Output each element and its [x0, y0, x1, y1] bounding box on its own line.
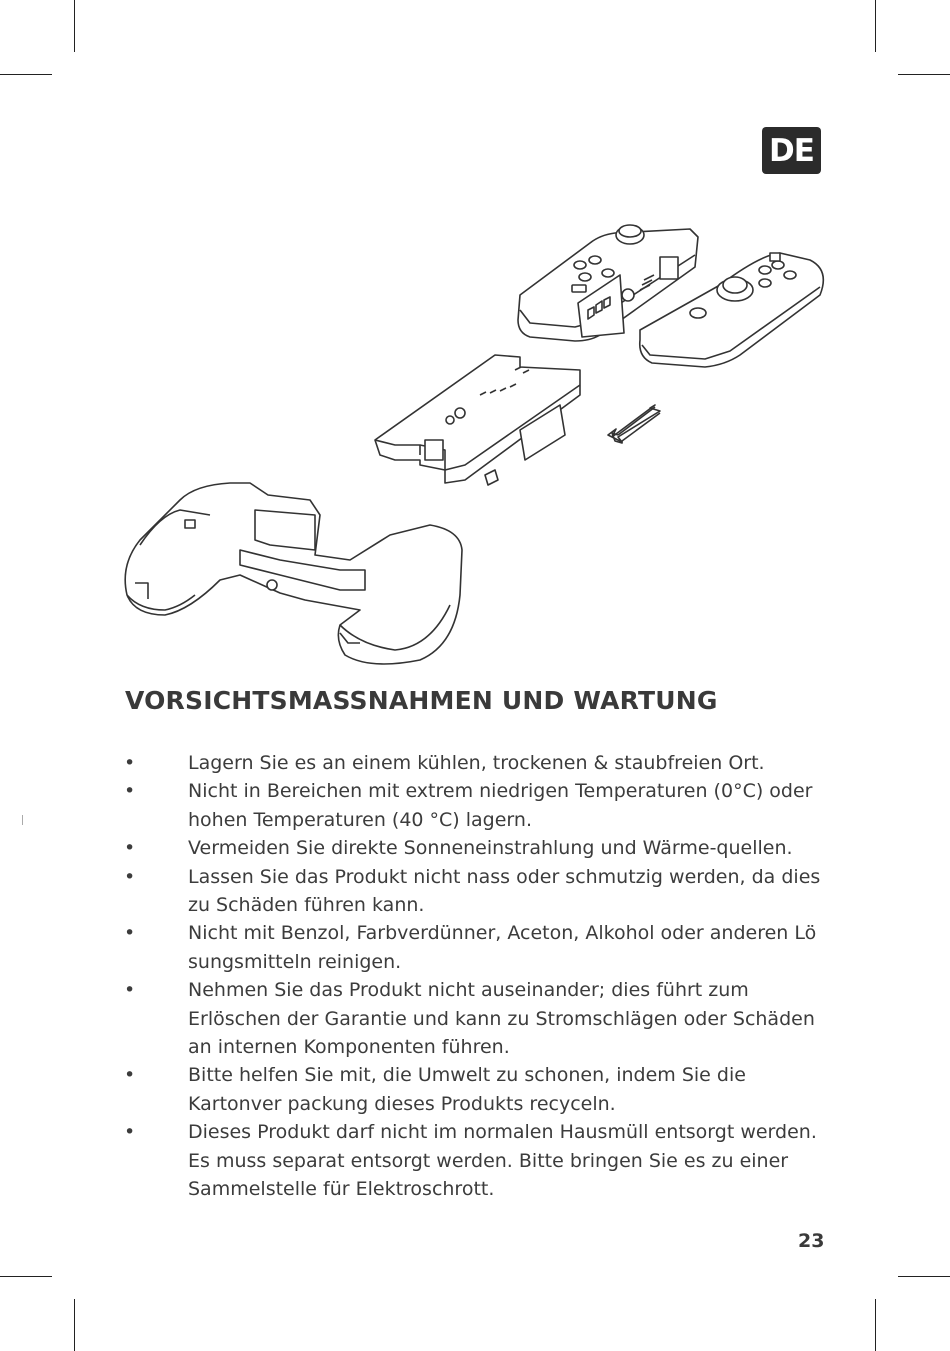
bullet-icon: • [124, 922, 136, 945]
page-number: 23 [798, 1230, 825, 1252]
language-badge: DE [762, 127, 821, 174]
list-item-text: Bitte helfen Sie mit, die Umwelt zu schonen, indem Sie die Kartonver packung dieses Produkts recyceln. [188, 1064, 746, 1115]
crop-mark-bottom-right-horizontal [898, 1276, 950, 1277]
list-item-text: Nicht in Bereichen mit extrem niedrigen Temperaturen (0°C) oder hohen Temperaturen (40 °C) lagern. [188, 780, 813, 831]
list-item-text: Nicht mit Benzol, Farbverdünner, Aceton, Alkohol oder anderen Lö sungsmitteln reinigen. [188, 922, 817, 973]
crop-mark-top-right-horizontal [898, 74, 950, 75]
list-item [124, 777, 844, 834]
list-item [124, 1118, 844, 1203]
list-item [124, 976, 844, 1061]
crop-mark-top-right-vertical [875, 0, 876, 52]
crop-mark-bottom-left-vertical [74, 1299, 75, 1351]
section-heading: VORSICHTSMASSNAHMEN UND WARTUNG [125, 686, 718, 715]
list-item-text: Vermeiden Sie direkte Sonneneinstrahlung und Wärme-quellen. [188, 837, 793, 860]
bullet-icon: • [124, 1064, 136, 1087]
margin-mark [22, 815, 23, 825]
crop-mark-bottom-right-vertical [875, 1299, 876, 1351]
list-item [124, 834, 844, 862]
crop-mark-bottom-left-horizontal [0, 1276, 52, 1277]
list-item [124, 749, 844, 777]
list-item [124, 1061, 844, 1118]
list-item-text: Dieses Produkt darf nicht im normalen Hausmüll entsorgt werden. Es muss separat entsorgt werden. Bitte bringen Sie es zu einer Sammelstelle für Elektroschrott. [188, 1121, 817, 1201]
list-item-text: Nehmen Sie das Produkt nicht auseinander; dies führt zum Erlöschen der Garantie und kann zu Stromschlägen oder Schäden an internen Komponenten führen. [188, 979, 815, 1059]
bullet-icon: • [124, 752, 136, 774]
bullet-icon: • [124, 1121, 136, 1144]
bridge-module-drawing [375, 355, 580, 485]
list-item [124, 863, 844, 920]
grip-base-drawing [125, 483, 462, 664]
list-item [124, 919, 844, 976]
list-item-text: Lassen Sie das Produkt nicht nass oder schmutzig werden, da dies zu Schäden führen kann. [188, 865, 821, 917]
assembly-illustration [120, 215, 830, 670]
bullet-icon: • [124, 837, 136, 860]
list-item-text: Lagern Sie es an einem kühlen, trockenen & staubfreien Ort. [188, 752, 765, 774]
bullet-icon: • [124, 865, 136, 888]
bullet-icon: • [124, 979, 136, 1002]
bullet-icon: • [124, 780, 136, 803]
crop-mark-top-left-vertical [74, 0, 75, 52]
arrow-drawing [608, 405, 660, 443]
precautions-list [124, 749, 844, 1204]
crop-mark-top-left-horizontal [0, 74, 52, 75]
